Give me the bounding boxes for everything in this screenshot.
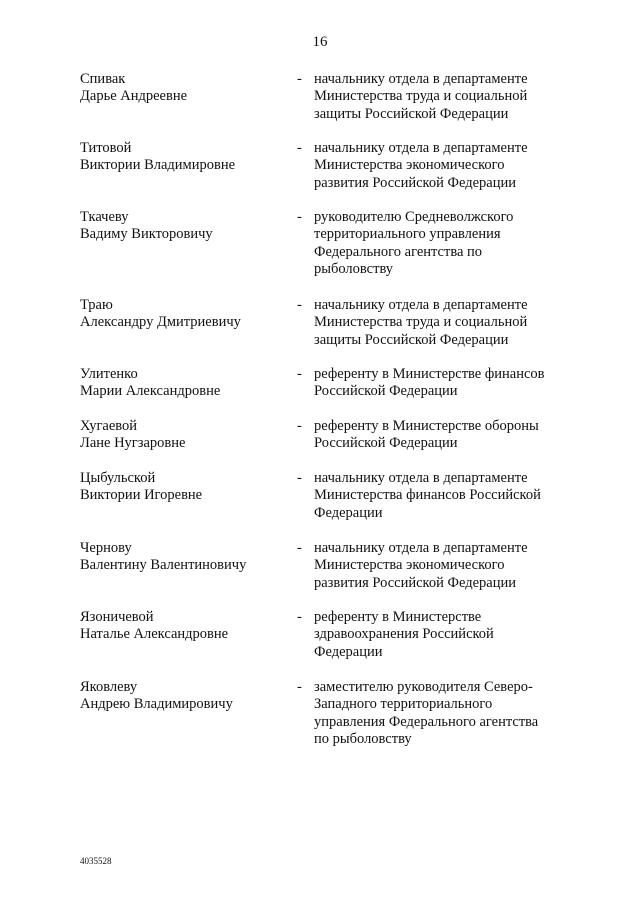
document-code: 4035528 [80, 856, 112, 866]
person-surname: Траю [80, 297, 113, 313]
position-line: начальнику отдела в департаменте [314, 540, 528, 556]
position-line: Российской Федерации [314, 435, 458, 452]
position-line: развития Российской Федерации [314, 574, 516, 591]
position-line: рыболовству [314, 261, 394, 278]
position-line: Министерства экономического [314, 557, 505, 574]
position-line: референту в Министерстве обороны [314, 418, 539, 434]
person-given-names: Виктории Владимировне [80, 157, 236, 174]
person-surname: Язоничевой [80, 609, 154, 625]
person-given-names: Александру Дмитриевичу [80, 314, 241, 331]
person-name [80, 366, 280, 401]
position-line: Федерации [314, 504, 383, 521]
position-line: заместителю руководителя Северо- [314, 679, 533, 695]
position-description [314, 540, 564, 592]
person-given-names: Марии Александровне [80, 383, 221, 400]
position-line: начальнику отдела в департаменте [314, 140, 528, 156]
person-given-names: Виктории Игоревне [80, 487, 203, 504]
person-given-names: Валентину Валентиновичу [80, 557, 247, 574]
position-line: Федерации [314, 643, 383, 660]
position-line: по рыболовству [314, 731, 412, 748]
person-name [80, 540, 280, 575]
dash-separator: - [297, 71, 302, 87]
person-name [80, 470, 280, 505]
position-description [314, 140, 564, 192]
position-line: Западного территориального [314, 696, 493, 713]
person-surname: Цыбульской [80, 470, 156, 486]
person-surname: Спивак [80, 71, 126, 87]
position-description [314, 71, 564, 123]
person-given-names: Лане Нугзаровне [80, 435, 186, 452]
person-given-names: Вадиму Викторовичу [80, 226, 213, 243]
dash-separator: - [297, 366, 302, 382]
person-name [80, 297, 280, 332]
position-line: руководителю Средневолжского [314, 209, 514, 225]
position-line: начальнику отдела в департаменте [314, 470, 528, 486]
page-number: 16 [312, 34, 328, 50]
person-name [80, 679, 280, 714]
position-description [314, 609, 564, 661]
person-surname: Улитенко [80, 366, 138, 382]
dash-separator: - [297, 209, 302, 225]
person-given-names: Дарье Андреевне [80, 88, 188, 105]
person-name [80, 71, 280, 106]
position-line: защиты Российской Федерации [314, 331, 509, 348]
dash-separator: - [297, 679, 302, 695]
position-line: референту в Министерстве финансов [314, 366, 545, 382]
dash-separator: - [297, 470, 302, 486]
position-line: территориального управления [314, 226, 501, 243]
position-description [314, 366, 564, 401]
position-line: Министерства экономического [314, 157, 505, 174]
dash-separator: - [297, 297, 302, 313]
person-name [80, 140, 280, 175]
position-description [314, 209, 564, 279]
position-line: управления Федерального агентства [314, 713, 539, 730]
person-given-names: Андрею Владимировичу [80, 696, 233, 713]
position-line: Министерства труда и социальной [314, 314, 528, 331]
dash-separator: - [297, 418, 302, 434]
position-line: референту в Министерстве [314, 609, 482, 625]
position-description [314, 470, 564, 522]
dash-separator: - [297, 540, 302, 556]
position-description [314, 297, 564, 349]
person-surname: Чернову [80, 540, 132, 556]
position-line: начальнику отдела в департаменте [314, 297, 528, 313]
person-name [80, 209, 280, 244]
person-surname: Ткачеву [80, 209, 129, 225]
position-line: Федерального агентства по [314, 243, 483, 260]
dash-separator: - [297, 609, 302, 625]
person-given-names: Наталье Александровне [80, 626, 229, 643]
position-description [314, 679, 564, 749]
position-line: развития Российской Федерации [314, 174, 516, 191]
person-surname: Яковлеву [80, 679, 138, 695]
dash-separator: - [297, 140, 302, 156]
position-line: Российской Федерации [314, 383, 458, 400]
person-name [80, 418, 280, 453]
person-surname: Хугаевой [80, 418, 138, 434]
position-line: здравоохранения Российской [314, 626, 494, 643]
position-line: Министерства финансов Российской [314, 487, 541, 504]
person-name [80, 609, 280, 644]
position-description [314, 418, 564, 453]
position-line: Министерства труда и социальной [314, 88, 528, 105]
person-surname: Титовой [80, 140, 132, 156]
position-line: начальнику отдела в департаменте [314, 71, 528, 87]
position-line: защиты Российской Федерации [314, 105, 509, 122]
